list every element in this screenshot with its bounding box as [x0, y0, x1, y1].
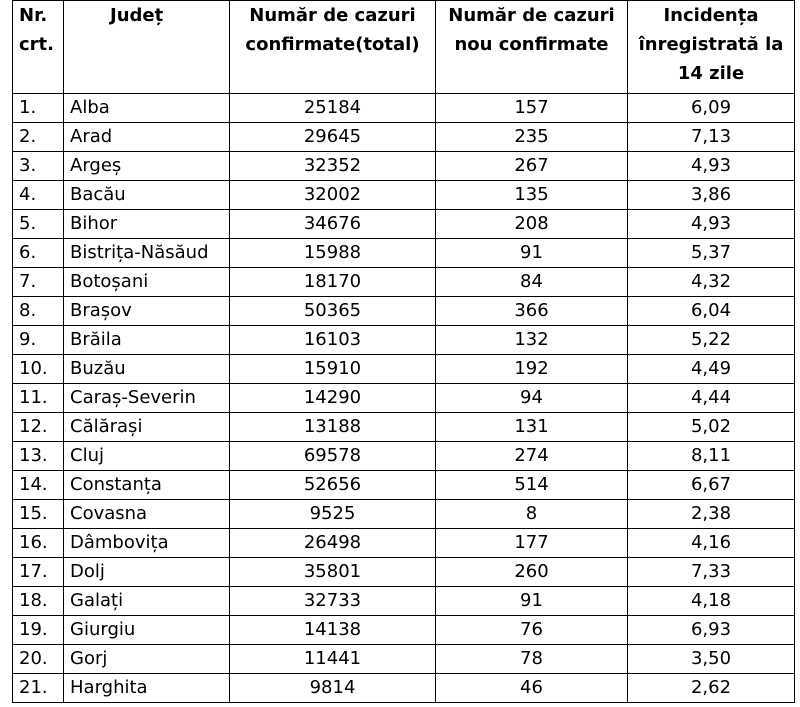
cell-judet: Bacău: [64, 181, 230, 210]
cell-nr: 2.: [13, 123, 64, 152]
table-row: [13, 123, 795, 152]
cell-nr: 5.: [13, 210, 64, 239]
cell-nr: 18.: [13, 587, 64, 616]
cell-total-cases: 14138: [230, 616, 436, 645]
cell-nr: 7.: [13, 268, 64, 297]
cell-incidence: 2,38: [628, 500, 795, 529]
cell-nr: 17.: [13, 558, 64, 587]
cell-new-cases: 91: [436, 239, 628, 268]
table-row: [13, 297, 795, 326]
cell-total-cases: 15910: [230, 355, 436, 384]
cell-judet: Giurgiu: [64, 616, 230, 645]
header-incidence: Incidența înregistrată la 14 zile: [628, 1, 795, 94]
cell-judet: Galați: [64, 587, 230, 616]
cell-new-cases: 235: [436, 123, 628, 152]
cell-incidence: 5,37: [628, 239, 795, 268]
cell-incidence: 3,50: [628, 645, 795, 674]
cell-new-cases: 131: [436, 413, 628, 442]
cell-incidence: 4,93: [628, 152, 795, 181]
cell-judet: Caraș-Severin: [64, 384, 230, 413]
cell-new-cases: 78: [436, 645, 628, 674]
cell-new-cases: 94: [436, 384, 628, 413]
cell-total-cases: 69578: [230, 442, 436, 471]
cell-incidence: 5,02: [628, 413, 795, 442]
table-row: [13, 471, 795, 500]
cell-new-cases: 84: [436, 268, 628, 297]
cell-total-cases: 29645: [230, 123, 436, 152]
cell-total-cases: 11441: [230, 645, 436, 674]
header-new-cases: Număr de cazuri nou confirmate: [436, 1, 628, 94]
table-body: [13, 94, 795, 703]
cell-new-cases: 157: [436, 94, 628, 123]
cell-judet: Bihor: [64, 210, 230, 239]
cell-incidence: 4,49: [628, 355, 795, 384]
cell-incidence: 4,93: [628, 210, 795, 239]
cell-total-cases: 18170: [230, 268, 436, 297]
cell-judet: Cluj: [64, 442, 230, 471]
table-row: [13, 645, 795, 674]
table-row: [13, 94, 795, 123]
cell-total-cases: 32002: [230, 181, 436, 210]
cell-nr: 6.: [13, 239, 64, 268]
cell-total-cases: 13188: [230, 413, 436, 442]
cell-incidence: 6,09: [628, 94, 795, 123]
cell-new-cases: 135: [436, 181, 628, 210]
cell-nr: 20.: [13, 645, 64, 674]
header-total-cases: Număr de cazuri confirmate(total): [230, 1, 436, 94]
cell-new-cases: 76: [436, 616, 628, 645]
cell-judet: Covasna: [64, 500, 230, 529]
cell-total-cases: 32352: [230, 152, 436, 181]
table-row: [13, 210, 795, 239]
cell-incidence: 4,16: [628, 529, 795, 558]
cell-nr: 3.: [13, 152, 64, 181]
cell-nr: 4.: [13, 181, 64, 210]
cell-total-cases: 9525: [230, 500, 436, 529]
table-row: [13, 268, 795, 297]
cell-incidence: 6,67: [628, 471, 795, 500]
cell-total-cases: 9814: [230, 674, 436, 703]
table-row: [13, 500, 795, 529]
cell-judet: Argeș: [64, 152, 230, 181]
cell-incidence: 7,13: [628, 123, 795, 152]
cell-nr: 21.: [13, 674, 64, 703]
cell-new-cases: 514: [436, 471, 628, 500]
cell-new-cases: 91: [436, 587, 628, 616]
cell-incidence: 2,62: [628, 674, 795, 703]
cell-new-cases: 177: [436, 529, 628, 558]
cell-incidence: 4,44: [628, 384, 795, 413]
header-row: [13, 1, 795, 94]
cell-new-cases: 274: [436, 442, 628, 471]
table-row: [13, 152, 795, 181]
header-nr-crt: Nr. crt.: [13, 1, 64, 94]
cell-total-cases: 26498: [230, 529, 436, 558]
cell-judet: Constanța: [64, 471, 230, 500]
cell-judet: Harghita: [64, 674, 230, 703]
cell-incidence: 6,93: [628, 616, 795, 645]
cell-incidence: 6,04: [628, 297, 795, 326]
cell-nr: 16.: [13, 529, 64, 558]
cell-nr: 11.: [13, 384, 64, 413]
table-row: [13, 326, 795, 355]
cell-judet: Călărași: [64, 413, 230, 442]
cell-nr: 12.: [13, 413, 64, 442]
cell-incidence: 4,32: [628, 268, 795, 297]
cell-total-cases: 25184: [230, 94, 436, 123]
cell-judet: Brașov: [64, 297, 230, 326]
county-cases-table: [12, 0, 795, 703]
cell-total-cases: 50365: [230, 297, 436, 326]
cell-nr: 1.: [13, 94, 64, 123]
cell-judet: Botoșani: [64, 268, 230, 297]
cell-nr: 13.: [13, 442, 64, 471]
cell-new-cases: 8: [436, 500, 628, 529]
cell-new-cases: 192: [436, 355, 628, 384]
cell-judet: Dâmbovița: [64, 529, 230, 558]
cell-incidence: 7,33: [628, 558, 795, 587]
cell-nr: 10.: [13, 355, 64, 384]
cell-nr: 19.: [13, 616, 64, 645]
cell-total-cases: 52656: [230, 471, 436, 500]
cell-nr: 14.: [13, 471, 64, 500]
table-row: [13, 529, 795, 558]
cell-judet: Gorj: [64, 645, 230, 674]
cell-incidence: 3,86: [628, 181, 795, 210]
cell-judet: Buzău: [64, 355, 230, 384]
header-judet: Județ: [64, 1, 230, 94]
cell-new-cases: 366: [436, 297, 628, 326]
table-row: [13, 239, 795, 268]
cell-new-cases: 267: [436, 152, 628, 181]
cell-incidence: 4,18: [628, 587, 795, 616]
table-row: [13, 674, 795, 703]
cell-total-cases: 15988: [230, 239, 436, 268]
table-row: [13, 442, 795, 471]
table-row: [13, 587, 795, 616]
cell-judet: Arad: [64, 123, 230, 152]
table-row: [13, 384, 795, 413]
table-row: [13, 413, 795, 442]
cell-new-cases: 132: [436, 326, 628, 355]
table-row: [13, 558, 795, 587]
table-row: [13, 355, 795, 384]
cell-nr: 15.: [13, 500, 64, 529]
cell-total-cases: 16103: [230, 326, 436, 355]
cell-judet: Alba: [64, 94, 230, 123]
cell-new-cases: 208: [436, 210, 628, 239]
cell-incidence: 8,11: [628, 442, 795, 471]
cell-incidence: 5,22: [628, 326, 795, 355]
cell-judet: Dolj: [64, 558, 230, 587]
cell-total-cases: 14290: [230, 384, 436, 413]
cell-total-cases: 35801: [230, 558, 436, 587]
cell-new-cases: 46: [436, 674, 628, 703]
table-row: [13, 181, 795, 210]
cell-new-cases: 260: [436, 558, 628, 587]
cell-nr: 9.: [13, 326, 64, 355]
cell-total-cases: 34676: [230, 210, 436, 239]
cell-total-cases: 32733: [230, 587, 436, 616]
table-row: [13, 616, 795, 645]
cell-judet: Bistrița-Năsăud: [64, 239, 230, 268]
cell-judet: Brăila: [64, 326, 230, 355]
cell-nr: 8.: [13, 297, 64, 326]
